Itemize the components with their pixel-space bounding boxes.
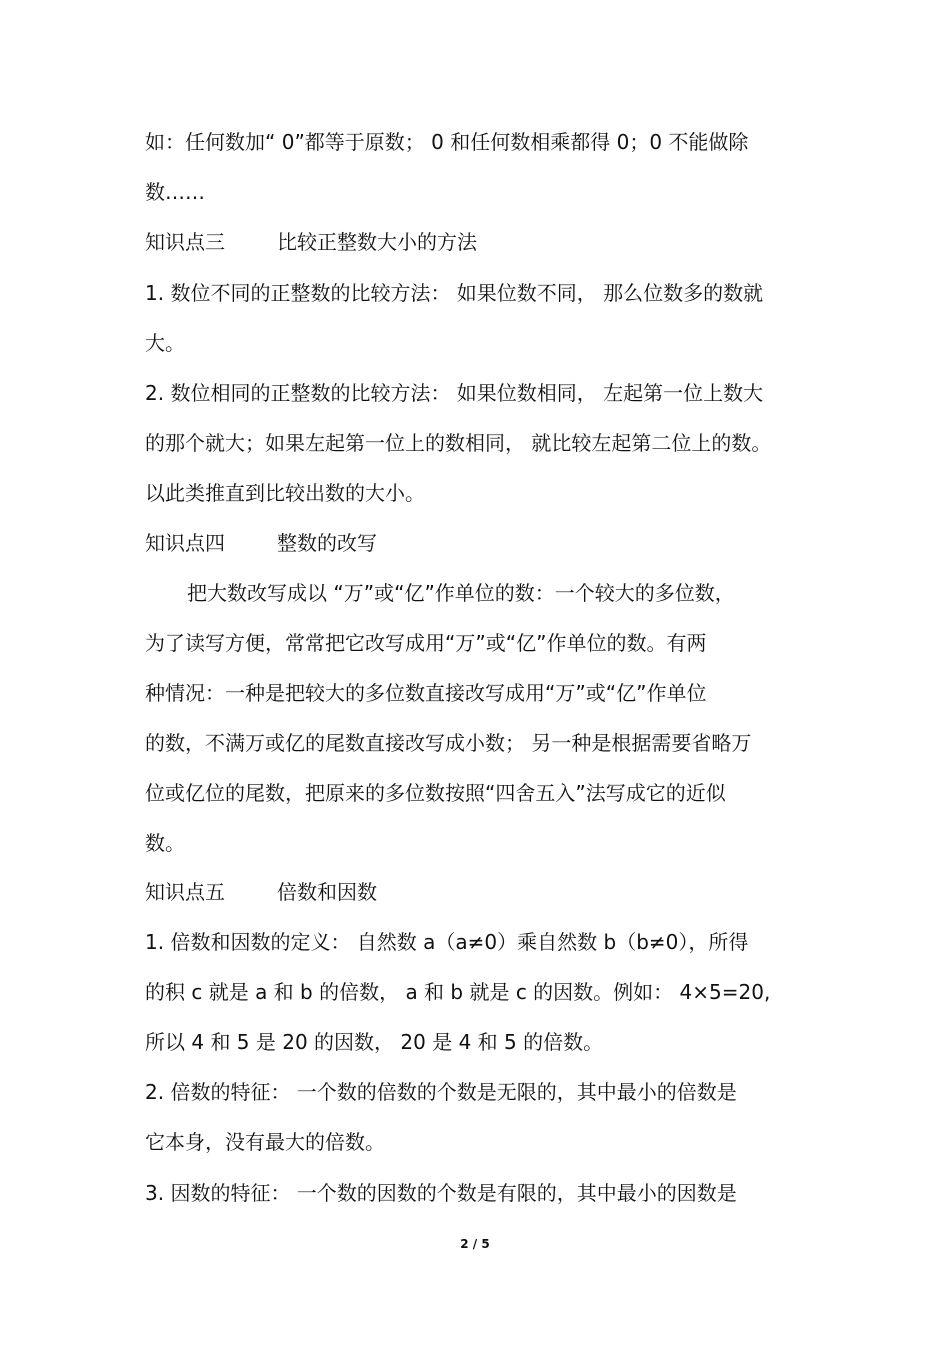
section-label: 知识点四 [145,531,225,555]
section-heading [145,879,825,905]
text-line: 2. 倍数的特征： 一个数的倍数的个数是无限的，其中最小的倍数是 [145,1080,737,1104]
text-line: 以此类推直到比较出数的大小。 [145,481,425,505]
section-heading [145,530,825,556]
text-line: 1. 倍数和因数的定义： 自然数 a（a≠0）乘自然数 b（b≠0），所得 [145,930,749,954]
section-heading [145,229,825,255]
section-label: 知识点五 [145,880,225,904]
text-line: 位或亿位的尾数，把原来的多位数按照“四舍五入”法写成它的近似 [145,781,726,805]
text-line: 大。 [145,331,185,355]
text-line: 2. 数位相同的正整数的比较方法： 如果位数相同， 左起第一位上数大 [145,381,764,405]
section-title: 倍数和因数 [277,880,377,904]
section-title: 比较正整数大小的方法 [277,230,477,254]
section-label: 知识点三 [145,230,225,254]
text-line: 种情况：一种是把较大的多位数直接改写成用“万”或“亿”作单位 [145,681,707,705]
text-line: 的数，不满万或亿的尾数直接改写成小数； 另一种是根据需要省略万 [145,731,752,755]
text-line: 的那个就大；如果左起第一位上的数相同， 就比较左起第二位上的数。 [145,431,772,455]
text-line: 3. 因数的特征： 一个数的因数的个数是有限的，其中最小的因数是 [145,1181,737,1205]
text-line: 1. 数位不同的正整数的比较方法： 如果位数不同， 那么位数多的数就 [145,281,764,305]
text-line: 它本身，没有最大的倍数。 [145,1130,385,1154]
text-line: 的积 c 就是 a 和 b 的倍数， a 和 b 就是 c 的因数。例如： 4×5=20, [145,980,771,1004]
section-title: 整数的改写 [277,531,377,555]
text-line: 数。 [145,831,185,855]
text-line: 为了读写方便，常常把它改写成用“万”或“亿”作单位的数。有两 [145,631,707,655]
text-line: 把大数改写成以 “万”或“亿”作单位的数：一个较大的多位数， [187,581,735,605]
text-line: 如：任何数加“ 0”都等于原数； 0 和任何数相乘都得 0；0 不能做除 [145,130,749,154]
text-line: 数…… [145,180,205,204]
text-line: 所以 4 和 5 是 20 的因数， 20 是 4 和 5 的倍数。 [145,1030,604,1054]
page-number: 2 / 5 [460,1237,490,1251]
